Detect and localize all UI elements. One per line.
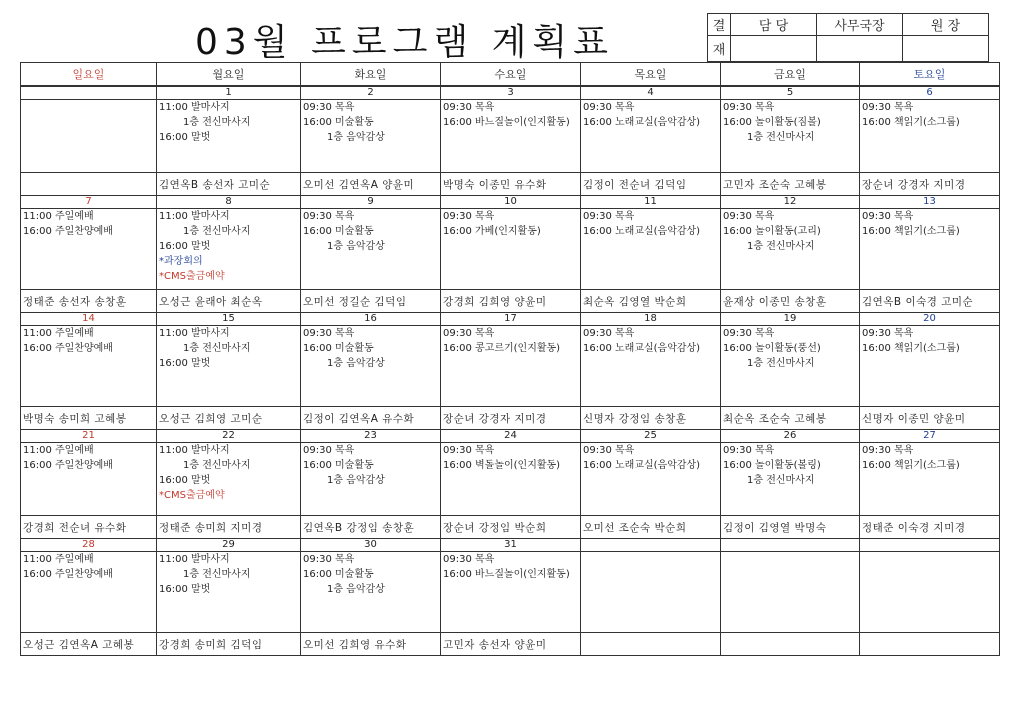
date-row [21,196,1000,209]
date-number: 6 [860,86,1000,100]
activity-item: 09:30 목욕 [862,328,914,339]
activity-item: 16:00 말벗 [159,358,211,369]
activity-item: 1층 전신마사지 [747,241,815,252]
staff-names: 김정이 김연옥A 유수화 [301,407,441,430]
staff-names: 오미선 김연옥A 양윤미 [301,173,441,196]
activity-item: 1층 음악감상 [327,358,385,369]
date-number [21,86,157,100]
day-activities [157,443,301,516]
activity-item: 11:00 주일예배 [23,554,94,565]
activity-item: 16:00 미술활동 [303,460,374,471]
activity-row [21,326,1000,407]
day-activities [441,326,581,407]
activity-item: 1층 전신마사지 [183,460,251,471]
activity-item: 11:00 주일예배 [23,211,94,222]
day-activities [721,100,860,173]
date-number: 8 [157,196,301,209]
date-number: 1 [157,86,301,100]
staff-names: 박명숙 송미희 고혜봉 [21,407,157,430]
date-number: 19 [721,313,860,326]
date-number: 13 [860,196,1000,209]
staff-names: 오미선 김희영 유수화 [301,633,441,656]
schedule-note: *과장회의 [159,256,203,267]
day-activities [441,552,581,633]
activity-item: 11:00 발마사지 [159,445,230,456]
activity-item: 11:00 주일예배 [23,328,94,339]
activity-item: 16:00 바느질놀이(인지활동) [443,569,570,580]
activity-item: 09:30 목욕 [723,445,775,456]
activity-item: 16:00 콩고르기(인지활동) [443,343,561,354]
schedule-note: *CMS출금예약 [159,490,225,501]
staff-names: 장순녀 강경자 지미경 [860,173,1000,196]
activity-item: 16:00 책읽기(소그룹) [862,117,960,128]
activity-item: 09:30 목욕 [583,102,635,113]
date-number: 3 [441,86,581,100]
staff-names: 박명숙 이종민 유수화 [441,173,581,196]
activity-item: 11:00 발마사지 [159,102,230,113]
date-number [581,539,721,552]
staff-names: 김정이 전순녀 김덕임 [581,173,721,196]
activity-item: 09:30 목욕 [862,211,914,222]
activity-item: 1층 전신마사지 [747,132,815,143]
date-number: 17 [441,313,581,326]
approval-header-manager: 담 당 [731,14,817,36]
weekday-header-row [21,63,1000,87]
day-activities [581,552,721,633]
date-number: 21 [21,430,157,443]
schedule-note: *CMS출금예약 [159,271,225,282]
weekday-monday: 월요일 [157,63,301,87]
date-number: 2 [301,86,441,100]
day-activities [860,100,1000,173]
day-activities [441,209,581,290]
date-row [21,539,1000,552]
date-number: 24 [441,430,581,443]
activity-item: 11:00 발마사지 [159,554,230,565]
activity-item: 09:30 목욕 [443,445,495,456]
day-activities [581,443,721,516]
activity-item: 16:00 주일찬양예배 [23,226,113,237]
activity-item: 16:00 말벗 [159,475,211,486]
activity-item: 16:00 미술활동 [303,117,374,128]
day-activities [157,100,301,173]
activity-item: 1층 전신마사지 [183,226,251,237]
staff-names: 김연옥B 강정임 송창훈 [301,516,441,539]
day-activities [581,100,721,173]
date-number: 9 [301,196,441,209]
approval-side-bottom: 재 [708,36,731,62]
activity-item: 16:00 노래교실(음악감상) [583,226,701,237]
date-number: 26 [721,430,860,443]
activity-row [21,443,1000,516]
date-row [21,86,1000,100]
staff-names: 오성근 김연옥A 고혜봉 [21,633,157,656]
staff-row [21,173,1000,196]
staff-row [21,290,1000,313]
staff-names: 윤재상 이종민 송창훈 [721,290,860,313]
staff-names: 김연옥B 이숙경 고미순 [860,290,1000,313]
weekday-tuesday: 화요일 [301,63,441,87]
date-number: 28 [21,539,157,552]
activity-item: 09:30 목욕 [583,445,635,456]
staff-row [21,516,1000,539]
staff-names: 최순옥 김영열 박순희 [581,290,721,313]
date-number: 10 [441,196,581,209]
day-activities [301,100,441,173]
activity-item: 16:00 책읽기(소그룹) [862,343,960,354]
activity-item: 09:30 목욕 [303,328,355,339]
staff-names: 신명자 강정임 송창훈 [581,407,721,430]
day-activities [721,552,860,633]
activity-item: 1층 음악감상 [327,475,385,486]
staff-names: 고민자 송선자 양윤미 [441,633,581,656]
day-activities [721,209,860,290]
date-number: 11 [581,196,721,209]
activity-item: 11:00 발마사지 [159,328,230,339]
day-activities [441,443,581,516]
activity-item: 09:30 목욕 [723,211,775,222]
staff-names [860,633,1000,656]
activity-item: 09:30 목욕 [443,102,495,113]
date-number: 7 [21,196,157,209]
activity-item: 16:00 바느질놀이(인지활동) [443,117,570,128]
staff-names [721,633,860,656]
day-activities [860,326,1000,407]
staff-row [21,407,1000,430]
activity-item: 1층 음악감상 [327,241,385,252]
day-activities [301,326,441,407]
day-activities [581,326,721,407]
weekday-wednesday: 수요일 [441,63,581,87]
activity-row [21,552,1000,633]
day-activities [21,552,157,633]
date-number: 14 [21,313,157,326]
day-activities [157,552,301,633]
date-number: 15 [157,313,301,326]
activity-item: 1층 음악감상 [327,132,385,143]
staff-names: 김정이 김영열 박명숙 [721,516,860,539]
staff-names: 오미선 정길순 김덕임 [301,290,441,313]
day-activities [860,443,1000,516]
approval-header-director: 원 장 [903,14,989,36]
staff-names: 최순옥 조순숙 고혜봉 [721,407,860,430]
activity-item: 16:00 주일찬양예배 [23,569,113,580]
activity-item: 1층 전신마사지 [747,358,815,369]
activity-item: 09:30 목욕 [443,328,495,339]
activity-item: 16:00 놀이활동(풍선) [723,343,821,354]
day-activities [860,552,1000,633]
activity-item: 16:00 벽돌놀이(인지활동) [443,460,561,471]
staff-names: 장순녀 강경자 지미경 [441,407,581,430]
weekday-thursday: 목요일 [581,63,721,87]
page-title: 03월 프로그램 계획표 [195,22,614,63]
activity-item: 16:00 주일찬양예배 [23,460,113,471]
date-row [21,313,1000,326]
activity-item: 16:00 노래교실(음악감상) [583,460,701,471]
activity-item: 1층 전신마사지 [183,343,251,354]
activity-item: 09:30 목욕 [723,328,775,339]
date-number: 4 [581,86,721,100]
activity-item: 09:30 목욕 [443,211,495,222]
date-number: 12 [721,196,860,209]
date-number: 25 [581,430,721,443]
activity-item: 09:30 목욕 [303,554,355,565]
date-number [860,539,1000,552]
activity-item: 16:00 가베(인지활동) [443,226,541,237]
staff-names: 강경희 송미희 김덕임 [157,633,301,656]
staff-names: 강경희 김희영 양윤미 [441,290,581,313]
activity-item: 16:00 책읽기(소그룹) [862,226,960,237]
day-activities [301,209,441,290]
date-number: 18 [581,313,721,326]
date-number [721,539,860,552]
activity-item: 1층 음악감상 [327,584,385,595]
weekday-saturday: 토요일 [860,63,1000,87]
staff-row [21,633,1000,656]
approval-header-secretary-general: 사무국장 [817,14,903,36]
staff-names: 고민자 조순숙 고혜봉 [721,173,860,196]
activity-item: 1층 전신마사지 [183,117,251,128]
activity-item: 16:00 놀이활동(볼링) [723,460,821,471]
activity-item: 16:00 말벗 [159,132,211,143]
day-activities [21,100,157,173]
date-number: 22 [157,430,301,443]
day-activities [721,443,860,516]
activity-item: 09:30 목욕 [862,102,914,113]
approval-sign-secretary-general [817,36,903,62]
day-activities [21,443,157,516]
staff-names: 오미선 조순숙 박순희 [581,516,721,539]
staff-names: 정태준 이숙경 지미경 [860,516,1000,539]
staff-names: 오성근 윤래아 최순옥 [157,290,301,313]
approval-box [707,13,989,62]
day-activities [157,209,301,290]
staff-names: 정태준 송선자 송창훈 [21,290,157,313]
staff-names: 강경희 전순녀 유수화 [21,516,157,539]
day-activities [721,326,860,407]
calendar-table [20,62,1000,656]
staff-names: 오성근 김희영 고미순 [157,407,301,430]
activity-item: 11:00 주일예배 [23,445,94,456]
activity-item: 16:00 말벗 [159,241,211,252]
day-activities [21,326,157,407]
staff-names: 장순녀 강정임 박순희 [441,516,581,539]
date-row [21,430,1000,443]
activity-item: 16:00 주일찬양예배 [23,343,113,354]
date-number: 29 [157,539,301,552]
date-number: 30 [301,539,441,552]
staff-names: 신명자 이종민 양윤미 [860,407,1000,430]
weekday-sunday: 일요일 [21,63,157,87]
activity-row [21,209,1000,290]
activity-item: 16:00 미술활동 [303,226,374,237]
activity-item: 09:30 목욕 [862,445,914,456]
activity-item: 09:30 목욕 [583,211,635,222]
date-number: 27 [860,430,1000,443]
activity-item: 1층 전신마사지 [747,475,815,486]
activity-item: 16:00 노래교실(음악감상) [583,117,701,128]
date-number: 23 [301,430,441,443]
activity-item: 09:30 목욕 [583,328,635,339]
date-number: 5 [721,86,860,100]
activity-item: 09:30 목욕 [303,445,355,456]
day-activities [301,443,441,516]
day-activities [581,209,721,290]
staff-names: 정태준 송미희 지미경 [157,516,301,539]
activity-item: 16:00 노래교실(음악감상) [583,343,701,354]
activity-item: 1층 전신마사지 [183,569,251,580]
day-activities [301,552,441,633]
activity-item: 16:00 놀이활동(짐볼) [723,117,821,128]
staff-names [581,633,721,656]
activity-item: 16:00 책읽기(소그룹) [862,460,960,471]
weekday-friday: 금요일 [721,63,860,87]
activity-item: 16:00 미술활동 [303,343,374,354]
day-activities [21,209,157,290]
day-activities [441,100,581,173]
approval-side-top: 결 [708,14,731,36]
activity-row [21,100,1000,173]
activity-item: 16:00 미술활동 [303,569,374,580]
activity-item: 09:30 목욕 [723,102,775,113]
day-activities [157,326,301,407]
staff-names [21,173,157,196]
activity-item: 09:30 목욕 [443,554,495,565]
date-number: 16 [301,313,441,326]
activity-item: 09:30 목욕 [303,211,355,222]
approval-sign-manager [731,36,817,62]
activity-item: 16:00 말벗 [159,584,211,595]
activity-item: 16:00 놀이활동(고리) [723,226,821,237]
activity-item: 09:30 목욕 [303,102,355,113]
staff-names: 김연옥B 송선자 고미순 [157,173,301,196]
activity-item: 11:00 발마사지 [159,211,230,222]
approval-sign-director [903,36,989,62]
date-number: 20 [860,313,1000,326]
date-number: 31 [441,539,581,552]
day-activities [860,209,1000,290]
